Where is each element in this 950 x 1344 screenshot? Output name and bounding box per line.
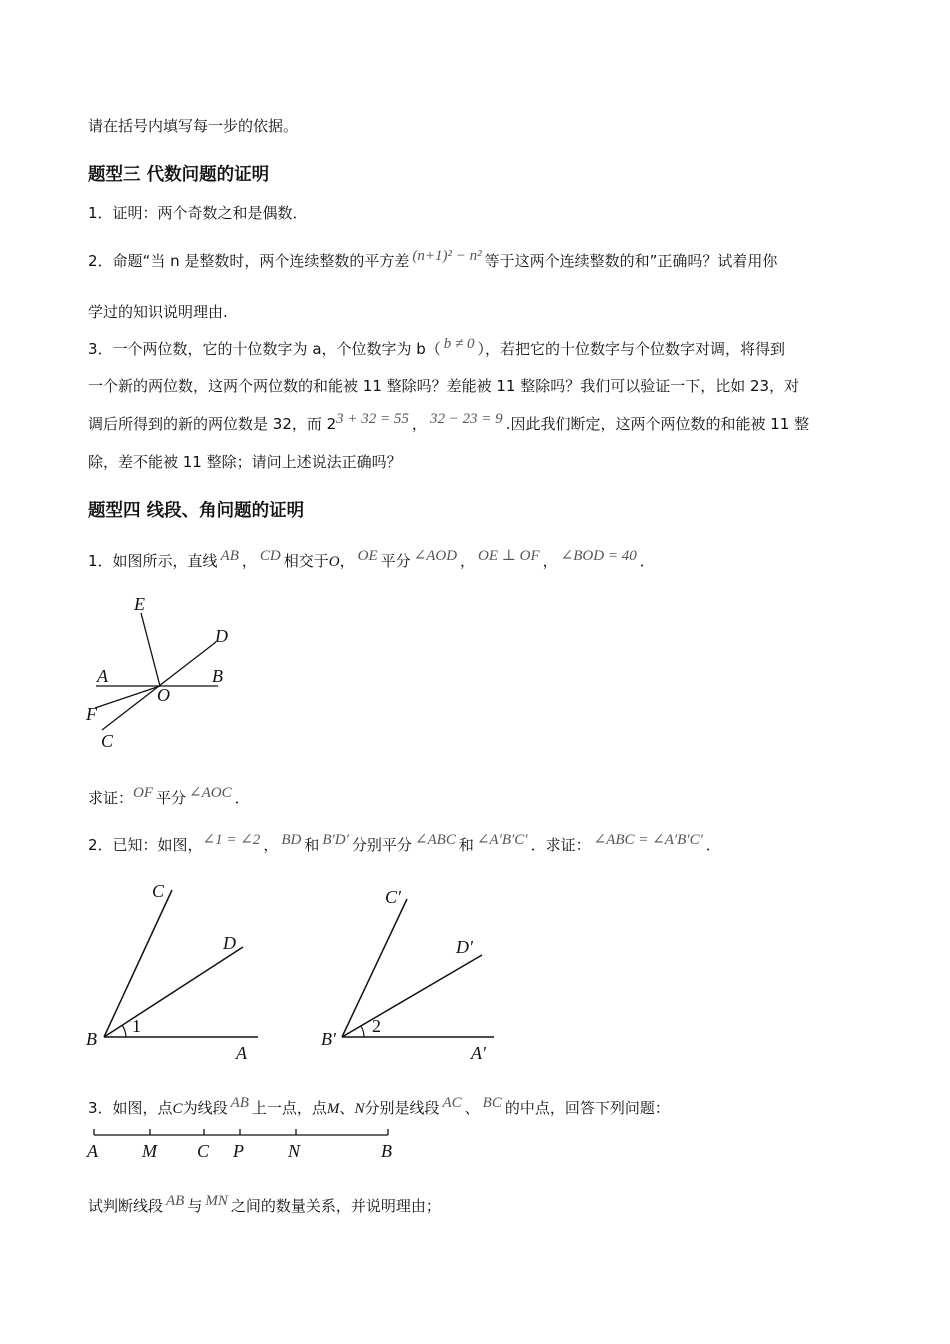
s3-q2-prefix: 2．命题“当 n 是整数时，两个连续整数的平方差 <box>88 252 410 270</box>
s4-q1-comma3: ， <box>460 552 476 570</box>
s4-q1-ab: AB <box>220 548 239 564</box>
s4-q3-ask <box>88 1193 441 1217</box>
intro-text: 请在括号内填写每一步的依据。 <box>88 117 299 135</box>
label-d: D <box>215 626 228 646</box>
s3-q1: 1．证明：两个奇数之和是偶数． <box>88 204 308 222</box>
s3-q3-l3m2: 32 − 23 = 9 <box>429 411 503 427</box>
s4-q3-ask-suffix: 之间的数量关系，并说明理由； <box>230 1197 441 1215</box>
s4-q3-prefix: 3．如图，点 <box>88 1099 173 1117</box>
s4-q3-ask-prefix: 试判断线段 <box>88 1197 164 1215</box>
s4-q1-prove-aoc: ∠AOC <box>189 785 232 801</box>
s4-q2-m2: BD <box>281 832 302 848</box>
s4-q2-and2: 和 <box>458 836 474 854</box>
s4-q1-prove <box>88 785 250 809</box>
label-f: F <box>86 704 97 724</box>
figure-angle-abc <box>80 875 280 1065</box>
s4-q3-ask-and: 与 <box>187 1197 203 1215</box>
s4-q1-bisect: 平分 <box>380 552 411 570</box>
figure-intersecting-lines <box>80 590 250 760</box>
s3-q3-line3 <box>88 411 810 435</box>
figure-segment <box>80 1125 410 1170</box>
s4-q3-line <box>88 1095 670 1119</box>
s4-q1-oe: OE <box>357 548 378 564</box>
s4-q2-m3: B′D′ <box>322 832 349 848</box>
s3-q3-l3a: 调后所得到的新的两位数是 32，而 2 <box>88 415 337 433</box>
label-a1: A′ <box>471 1043 486 1063</box>
label-c: C <box>101 731 114 751</box>
angle-arc-1 <box>122 1025 126 1037</box>
s4-q1-prove-end: ． <box>234 789 250 807</box>
label-b: B <box>86 1029 97 1049</box>
s4-q1-line <box>88 548 655 572</box>
s4-q2-t1: 分别平分 <box>351 836 412 854</box>
s3-q3-line1 <box>88 336 786 360</box>
label-n: N <box>288 1141 301 1161</box>
s3-q3-l1b: ），若把它的十位数字与个位数字对调，将得到 <box>477 340 786 358</box>
s4-q1-comma4: ， <box>542 552 558 570</box>
s4-q2-m1: ∠1 = ∠2 <box>202 832 261 848</box>
s4-q1-prefix: 1．如图所示，直线 <box>88 552 218 570</box>
s4-q3-ask-mn: MN <box>205 1193 228 1209</box>
s3-q2-suffix: 等于这两个连续整数的和”正确吗？试着用你 <box>484 252 778 270</box>
s4-q2-prefix: 2．已知：如图， <box>88 836 203 854</box>
s4-q3-t4: 的中点，回答下列问题： <box>504 1099 670 1117</box>
s4-q1-period: ． <box>639 552 655 570</box>
s4-q1-o: O <box>328 554 340 570</box>
label-2: 2 <box>372 1016 381 1036</box>
s4-q3-ask-ab: AB <box>166 1193 185 1209</box>
section4-title: 题型四 线段、角问题的证明 <box>88 501 305 521</box>
s4-q3-ab: AB <box>230 1095 249 1111</box>
s3-q3-l3m1: 3 + 32 = 55 <box>336 411 409 427</box>
s3-q3-l3b: .因此我们断定，这两个两位数的和能被 11 整 <box>505 415 810 433</box>
s4-q2-line <box>88 832 721 856</box>
s3-q2-math: (n+1)² − n² <box>412 248 482 264</box>
label-c1: C′ <box>385 887 401 907</box>
label-c: C <box>152 881 165 901</box>
ray-b1d1 <box>342 955 482 1037</box>
label-b: B <box>381 1141 392 1161</box>
s4-q2-end: ． <box>705 836 721 854</box>
s4-q1-aod: ∠AOD <box>413 548 458 564</box>
s4-q1-cd: CD <box>259 548 281 564</box>
s4-q2-and1: 和 <box>304 836 320 854</box>
s3-q3-line4: 除，差不能被 11 整除；请问上述说法正确吗？ <box>88 453 402 471</box>
label-b: B <box>212 666 223 686</box>
s4-q3-c: C <box>172 1101 183 1117</box>
s3-q3-line2: 一个新的两位数，这两个两位数的和能被 11 整除吗？差能被 11 整除吗？我们可以验证一下，比如 23，对 <box>88 377 800 395</box>
s4-q3-t2: 上一点，点 <box>251 1099 327 1117</box>
label-p: P <box>233 1141 244 1161</box>
s4-q2-m4: ∠ABC <box>414 832 456 848</box>
label-b1: B′ <box>321 1029 336 1049</box>
s3-q3-l1a: 3．一个两位数，它的十位数字为 a，个位数字为 b（ <box>88 340 441 358</box>
ray-oe <box>141 613 160 686</box>
label-m: M <box>142 1141 157 1161</box>
s4-q2-comma: ， <box>263 836 279 854</box>
s4-q1-prove-prefix: 求证： <box>88 789 134 807</box>
s4-q1-perp: OE ⊥ OF <box>478 548 540 564</box>
label-e: E <box>134 594 145 614</box>
s4-q1-prove-bisect: 平分 <box>156 789 187 807</box>
s4-q1-bod: ∠BOD = 40 <box>560 548 637 564</box>
label-a: A <box>97 666 108 686</box>
angle-arc-2 <box>361 1026 364 1037</box>
s4-q1-meet: 相交于 <box>283 552 329 570</box>
s4-q3-sep2: 、 <box>464 1099 480 1117</box>
s4-q2-m6: ∠ABC = ∠A′B′C′ <box>593 832 703 848</box>
s4-q2-m5: ∠A′B′C′ <box>476 832 528 848</box>
label-1: 1 <box>132 1016 141 1036</box>
s3-q2-line2: 学过的知识说明理由. <box>88 303 228 321</box>
s3-q3-l1m: b ≠ 0 <box>443 336 475 352</box>
s4-q3-t3: 分别是线段 <box>364 1099 440 1117</box>
s4-q3-t1: 为线段 <box>182 1099 228 1117</box>
figure-angle-a1b1c1 <box>318 875 518 1065</box>
s4-q3-bc: BC <box>482 1095 502 1111</box>
label-a: A <box>87 1141 98 1161</box>
label-d1: D′ <box>456 937 473 957</box>
section3-title: 题型三 代数问题的证明 <box>88 165 270 185</box>
s3-q2-line1 <box>88 248 778 272</box>
s4-q3-m: M <box>326 1101 340 1117</box>
label-c: C <box>197 1141 210 1161</box>
s3-q3-l3sep: ， <box>411 415 427 433</box>
s4-q3-n: N <box>354 1101 365 1117</box>
s4-q1-comma: ， <box>241 552 257 570</box>
s4-q3-sep: 、 <box>339 1099 355 1117</box>
label-d: D <box>223 933 236 953</box>
label-a: A <box>236 1043 247 1063</box>
s4-q1-prove-of: OF <box>133 785 154 801</box>
s4-q3-ac: AC <box>442 1095 462 1111</box>
ray-of <box>95 686 160 708</box>
s4-q1-comma2: ， <box>339 552 355 570</box>
label-o: O <box>157 685 170 705</box>
s4-q2-t2: ．求证： <box>530 836 591 854</box>
